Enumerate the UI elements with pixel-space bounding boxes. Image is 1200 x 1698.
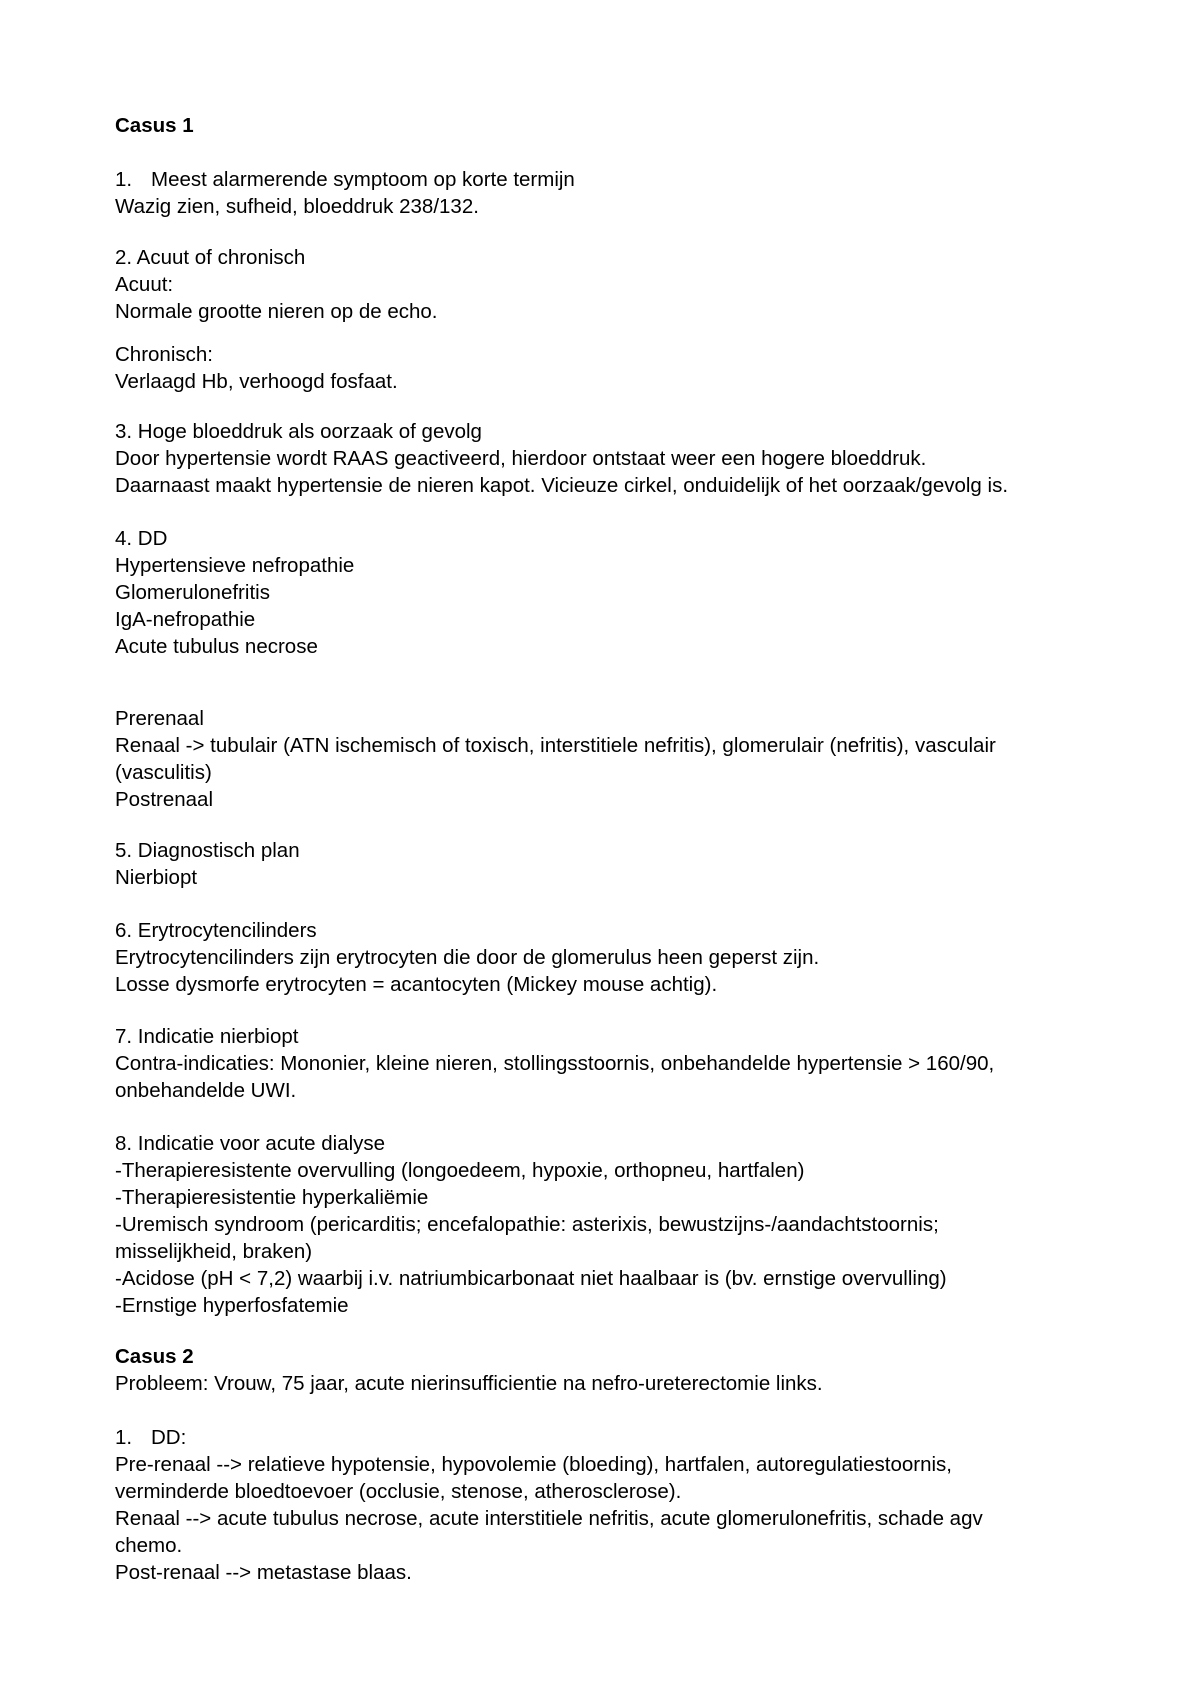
casus1-q3: [115, 418, 1115, 499]
casus2-q1-line: chemo.: [115, 1534, 183, 1557]
q1-heading-line: [115, 166, 1115, 193]
casus1-q2: [115, 244, 1115, 325]
q7-line-1: Contra-indicaties: Mononier, kleine nieren, stollingsstoornis, onbehandelde hypertensie > 160/90,: [115, 1052, 995, 1075]
q8-heading: 8. Indicatie voor acute dialyse: [115, 1132, 386, 1155]
q1-heading: Meest alarmerende symptoom op korte termijn: [151, 168, 575, 191]
casus2-q1-line: Renaal --> acute tubulus necrose, acute interstitiele nefritis, acute glomerulonefritis, schade agv: [115, 1507, 983, 1530]
casus1-q6: [115, 917, 1115, 998]
casus2-q1-number: 1.: [115, 1426, 133, 1449]
casus1-q8: [115, 1130, 1115, 1319]
casus2-problem: Probleem: Vrouw, 75 jaar, acute nierinsufficientie na nefro-ureterectomie links.: [115, 1372, 823, 1395]
q4-heading: 4. DD: [115, 527, 168, 550]
q5-heading: 5. Diagnostisch plan: [115, 839, 300, 862]
casus2-q1: [115, 1424, 1115, 1586]
casus1-q4-classification: [115, 705, 1115, 813]
casus1-section: [115, 112, 1115, 139]
q1-answer: Wazig zien, sufheid, bloeddruk 238/132.: [115, 195, 479, 218]
q3-heading: 3. Hoge bloeddruk als oorzaak of gevolg: [115, 420, 482, 443]
q7-heading: 7. Indicatie nierbiopt: [115, 1025, 299, 1048]
q4-item: IgA-nefropathie: [115, 608, 256, 631]
q6-line-1: Erytrocytencilinders zijn erytrocyten die door de glomerulus heen geperst zijn.: [115, 946, 820, 969]
casus2-q1-line: verminderde bloedtoevoer (occlusie, stenose, atherosclerose).: [115, 1480, 682, 1503]
q6-line-2: Losse dysmorfe erytrocyten = acantocyten (Mickey mouse achtig).: [115, 973, 718, 996]
q1-number: 1.: [115, 168, 133, 191]
q4-postrenal: Postrenaal: [115, 788, 214, 811]
q4-prerenal: Prerenaal: [115, 707, 204, 730]
q4-renal-line-2: (vasculitis): [115, 761, 212, 784]
casus2-title: Casus 2: [115, 1345, 194, 1368]
casus2-q1-line: Post-renaal --> metastase blaas.: [115, 1561, 412, 1584]
q7-line-2: onbehandelde UWI.: [115, 1079, 297, 1102]
casus1-title: Casus 1: [115, 114, 194, 137]
document-page: [115, 0, 1115, 1698]
q2-heading: 2. Acuut of chronisch: [115, 246, 306, 269]
q5-answer: Nierbiopt: [115, 866, 198, 889]
q4-item: Glomerulonefritis: [115, 581, 270, 604]
casus2-section: [115, 1343, 1115, 1397]
q8-line: -Therapieresistentie hyperkaliëmie: [115, 1186, 429, 1209]
q2-chronic-label: Chronisch:: [115, 343, 213, 366]
casus2-q1-heading: DD:: [151, 1426, 187, 1449]
q4-renal-line-1: Renaal -> tubulair (ATN ischemisch of toxisch, interstitiele nefritis), glomerulair (nefritis), vasculair: [115, 734, 996, 757]
q2-chronic-text: Verlaagd Hb, verhoogd fosfaat.: [115, 370, 398, 393]
q4-item: Hypertensieve nefropathie: [115, 554, 355, 577]
q2-acute-text: Normale grootte nieren op de echo.: [115, 300, 438, 323]
casus2-q1-heading-line: [115, 1424, 1115, 1451]
casus1-q2-chronic: [115, 341, 1115, 395]
q8-line: -Uremisch syndroom (pericarditis; encefalopathie: asterixis, bewustzijns-/aandachtstoornis;: [115, 1213, 939, 1236]
casus1-q1: [115, 166, 1115, 220]
casus1-q7: [115, 1023, 1115, 1104]
q8-line: -Therapieresistente overvulling (longoedeem, hypoxie, orthopneu, hartfalen): [115, 1159, 805, 1182]
q8-line: -Acidose (pH < 7,2) waarbij i.v. natriumbicarbonaat niet haalbaar is (bv. ernstige overvulling): [115, 1267, 947, 1290]
q4-item: Acute tubulus necrose: [115, 635, 318, 658]
casus1-q4: [115, 525, 1115, 660]
casus1-q5: [115, 837, 1115, 891]
q6-heading: 6. Erytrocytencilinders: [115, 919, 317, 942]
q2-acute-label: Acuut:: [115, 273, 174, 296]
q8-line: misselijkheid, braken): [115, 1240, 313, 1263]
q3-line-2: Daarnaast maakt hypertensie de nieren kapot. Vicieuze cirkel, onduidelijk of het oorzaak/gevolg is.: [115, 474, 1009, 497]
q3-line-1: Door hypertensie wordt RAAS geactiveerd, hierdoor ontstaat weer een hogere bloeddruk.: [115, 447, 927, 470]
casus2-q1-line: Pre-renaal --> relatieve hypotensie, hypovolemie (bloeding), hartfalen, autoregulatiestoornis,: [115, 1453, 952, 1476]
q8-line: -Ernstige hyperfosfatemie: [115, 1294, 349, 1317]
